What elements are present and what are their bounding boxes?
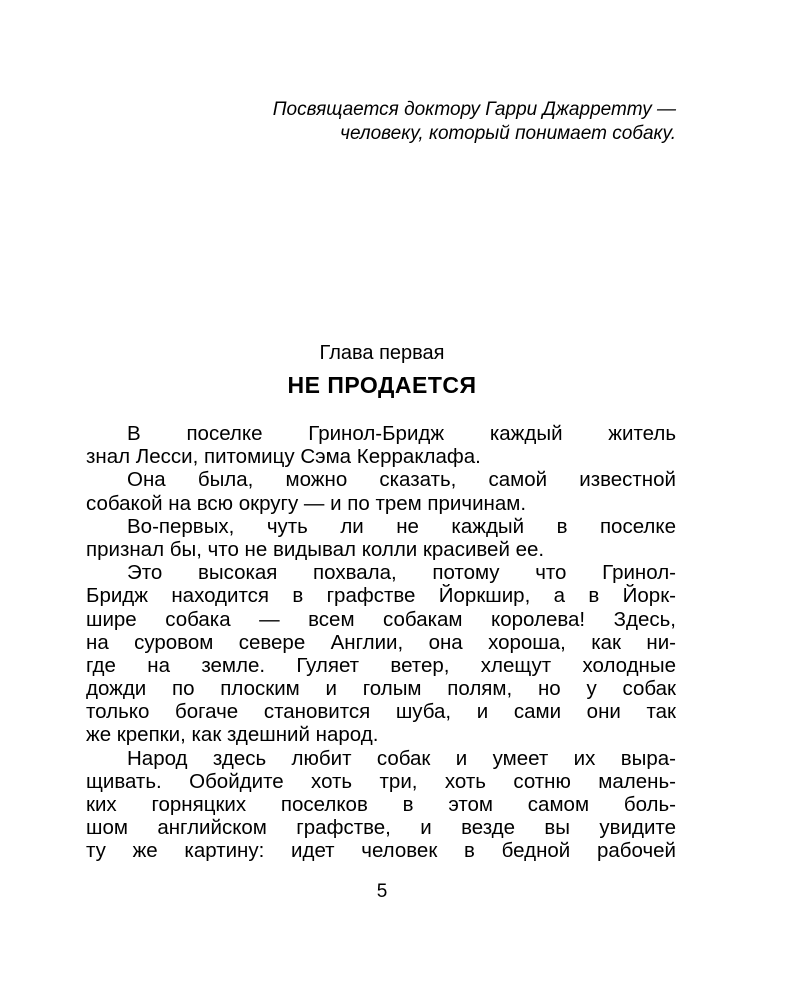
text-line: собакой на всю округу — и по трем причинам. [86,491,527,515]
page-number: 5 [376,881,388,902]
text-line: Народ здесь любит собак и умеет их выра- [127,746,676,770]
text-line: знал Лесси, питомицу Сэма Керраклафа. [86,445,481,469]
body-text [86,422,676,863]
text-line: В поселке Гринол-Бридж каждый житель [127,422,676,445]
text-line: Она была, можно сказать, самой известной [127,468,676,492]
text-line: же крепки, как здешний народ. [86,723,379,747]
text-line: где на земле. Гуляет ветер, хлещут холодные [86,653,676,677]
text-line: шире собака — всем собакам королева! Здесь, [86,607,676,631]
text-line: ких горняцких поселков в этом самом боль- [86,793,676,816]
text-line: ту же картину: идет человек в бедной рабочей [86,839,676,863]
chapter-label: Глава первая [319,342,445,364]
text-line: признал бы, что не видывал колли красивей ее. [86,537,545,561]
text-line: щивать. Обойдите хоть три, хоть сотню малень- [86,769,676,793]
dedication-line-1: Посвящается доктору Гарри Джарретту — [272,99,676,120]
dedication-line-2: человеку, который понимает собаку. [340,123,676,144]
text-line: Бридж находится в графстве Йоркшир, а в Йорк- [86,584,676,608]
text-line: шом английском графстве, и везде вы увидите [86,816,676,840]
dedication [200,98,676,146]
text-line: дожди по плоским и голым полям, но у собак [86,677,676,701]
chapter-title: НЕ ПРОДАЕТСЯ [287,372,477,398]
text-line: Во-первых, чуть ли не каждый в поселке [127,514,676,538]
text-line: на суровом севере Англии, она хороша, как ни- [86,630,676,654]
text-line: только богаче становится шуба, и сами они так [86,700,676,724]
text-line: Это высокая похвала, потому что Гринол- [127,561,676,585]
